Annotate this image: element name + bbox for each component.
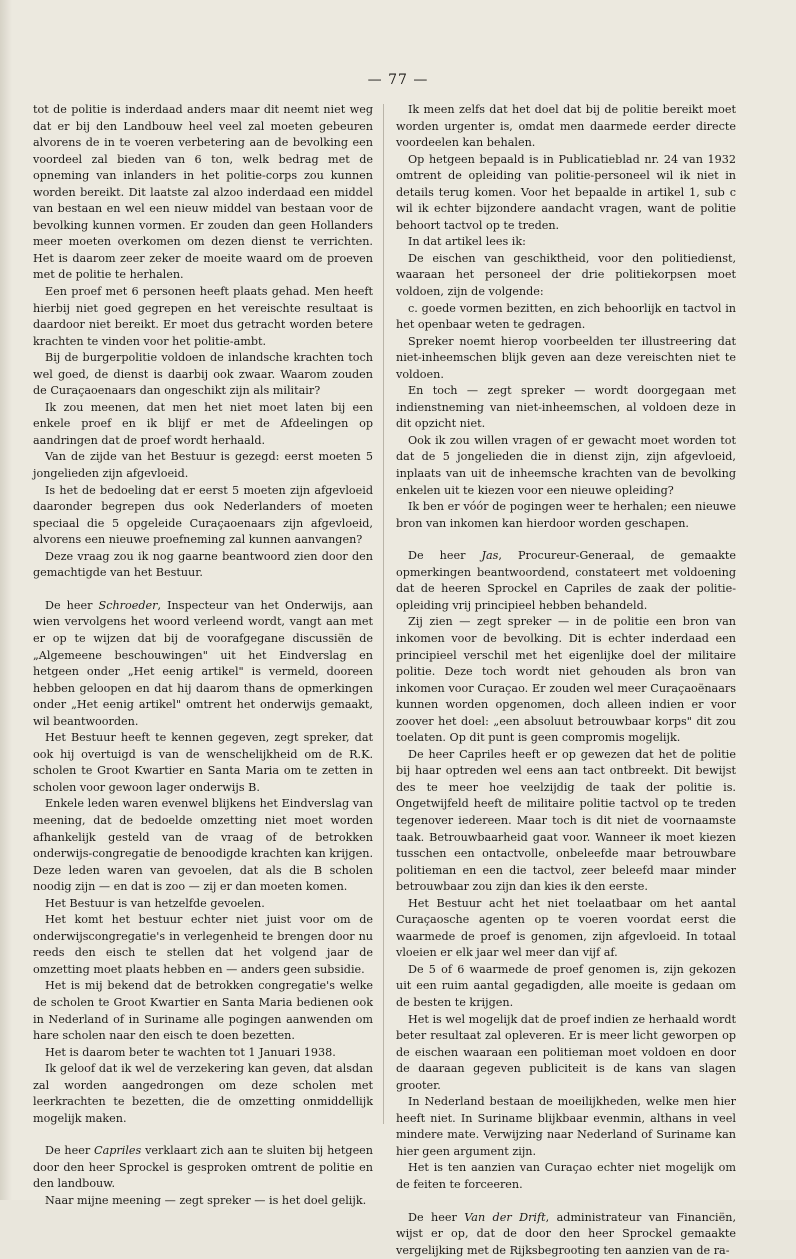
paragraph-text: Het is wel mogelijk dat de proef indien ze herhaald wordt beter resultaat zal opleveren. Er is meer licht geworpen op de eischen waaraan een politieman moet voldoen en door de daaraan gegeven publiciteit is de kans van slagen grooter. [396, 1012, 736, 1092]
speaker-prefix: De heer [45, 598, 99, 612]
paragraph [396, 1012, 736, 1095]
paragraph-text: En toch — zegt spreker — wordt doorgegaan met indienstneming van niet-inheemschen, al voldoen deze in dit opzicht niet. [396, 384, 736, 431]
paragraph-text: , Inspecteur van het Onderwijs, aan wien vervolgens het woord verleend wordt, vangt aan met er op te wijzen dat bij de voorafgegane discussiën de „Algemeene beschouwingen" uit het Eindverslag en hetgeen onder „Het eenig artikel" is vermeld, dooreen hebben geloopen en dat hij daarom thans de opmerkingen onder „Het eenig artikel" omtrent het onderwijs gemaakt, wil beantwoorden. [33, 598, 373, 728]
paragraph-text: De eischen van geschiktheid, voor den politiedienst, waaraan het personeel der drie politiekorpsen moet voldoen, zijn de volgende: [396, 251, 736, 299]
paragraph [396, 383, 736, 433]
paragraph-text: Enkele leden waren evenwel blijkens het Eindverslag van meening, dat de bedoelde omzetting niet moet worden afhankelijk gesteld van de vraag of de betrokken onderwijs-congregatie de benoodigde krachten kan krijgen. Deze leden waren van gevoelen, dat als die B scholen noodig zijn — en dat is zoo — zij er dan moeten komen. [33, 797, 373, 894]
column-divider [383, 104, 384, 1124]
paragraph-text: Het Bestuur is van hetzelfde gevoelen. [45, 896, 265, 910]
paragraph [396, 433, 736, 499]
paragraph-text: Deze vraag zou ik nog gaarne beantwoord zien door den gemachtigde van het Bestuur. [33, 549, 373, 580]
paragraph-text: Ook ik zou willen vragen of er gewacht moet worden tot dat de 5 jongelieden die in dienst zijn, zijn afgevloeid, inplaats van uit de inheemsche krachten van de bevolking enkelen uit te kiezen voor een nieuwe opleiding? [396, 433, 736, 497]
paragraph [33, 549, 373, 582]
paragraph-text: Ik geloof dat ik wel de verzekering kan geven, dat alsdan zal worden aangedrongen om deze scholen met leerkrachten te bezetten, die de omzetting onmiddellijk mogelijk maken. [33, 1062, 373, 1125]
paragraph-text: Is het de bedoeling dat er eerst 5 moeten zijn afgevloeid daaronder begrepen dus ook Nederlanders of moeten speciaal die 5 opgeleide Curaçaoenaars zijn afgevloeid, alvorens een nieuwe proefneming zal kunnen aanvangen? [33, 483, 373, 547]
speaker-name: Schroeder [98, 598, 158, 612]
paragraph [33, 912, 373, 978]
paragraph-text: Het is mij bekend dat de betrokken congregatie's welke de scholen te Groot Kwartier en Santa Maria bedienen ook in Nederland of in Suriname alle pogingen aanwenden om hare scholen naar den eisch te doen bezetten. [33, 979, 373, 1043]
paragraph [396, 896, 736, 962]
paragraph-text: Naar mijne meening — zegt spreker — is het doel gelijk. [45, 1194, 367, 1207]
paragraph [33, 284, 373, 350]
paragraph-text: c. goede vormen bezitten, en zich behoorlijk en tactvol in het openbaar weten te gedragen. [396, 301, 736, 332]
paragraph-text: Spreker noemt hierop voorbeelden ter illustreering dat niet-inheemschen blijk geven aan deze vereischten niet te voldoen. [396, 334, 736, 381]
paragraph [33, 598, 373, 730]
paragraph [396, 152, 736, 235]
paragraph-text: Ik zou meenen, dat men het niet moet laten bij een enkele proef en ik blijf er met de Afdeelingen op aandringen dat de proef wordt herhaald. [33, 400, 373, 447]
paragraph [33, 102, 373, 284]
paragraph [396, 747, 736, 896]
paragraph-text: Ik ben er vóór de pogingen weer te herhalen; een nieuwe bron van inkomen kan hierdoor worden geschapen. [396, 500, 736, 530]
paragraph-text: De heer Capriles heeft er op gewezen dat het de politie bij haar optreden wel eens aan tact ontbreekt. Dit bewijst des te meer hoe veelzijdig de taak der politie is. Ongetwijfeld heeft de militaire politie tactvol op te treden tegenover iedereen. Maar toch is dit niet de voornaamste taak. Betrouwbaarheid gaat voor. Wanneer ik moet kiezen tusschen een ontactvolle, onbeleefde maar betrouwbare politieman en een die tactvol, zeer beleefd maar minder betrouwbaar zou zijn dan kies ik den eerste. [396, 747, 736, 894]
paragraph-text: , administrateur van Financiën, wijst er op, dat de door den heer Sprockel gemaakte vergelijking met de Rijksbegrooting ten aanzien van de ra- [396, 1210, 737, 1257]
paragraph [396, 234, 736, 251]
paragraph [33, 978, 373, 1044]
paragraph [33, 1045, 373, 1062]
paragraph [396, 499, 736, 532]
paragraph-text: In dat artikel lees ik: [408, 235, 526, 249]
paragraph [396, 334, 736, 384]
paragraph [33, 1193, 373, 1210]
paragraph [396, 962, 736, 1012]
paragraph [33, 483, 373, 549]
paragraph-text: Het Bestuur acht het niet toelaatbaar om het aantal Curaçaosche agenten op te voeren voordat eerst die waarmede de proef is genomen, zijn afgevloeid. In totaal vloeien er elk jaar wel meer dan vijf af. [396, 896, 736, 960]
speaker-prefix: De heer [408, 1210, 465, 1224]
paragraph [33, 796, 373, 895]
paragraph [396, 1160, 736, 1193]
paragraph [33, 896, 373, 913]
paragraph [396, 1094, 736, 1160]
paragraph-text: De 5 of 6 waarmede de proef genomen is, zijn gekozen uit een ruim aantal gegadigden, alle moeite is gedaan om de besten te krijgen. [396, 962, 736, 1009]
page-number: — 77 — [367, 72, 429, 88]
paragraph [33, 449, 373, 482]
paragraph [33, 400, 373, 450]
paragraph-text: Op hetgeen bepaald is in Publicatieblad nr. 24 van 1932 omtrent de opleiding van politie-personeel wil ik niet in details terug komen. Voor het bepaalde in artikel 1, sub c wil ik echter bijzondere aandacht vragen, want de politie behoort tactvol op te treden. [396, 152, 736, 232]
paragraph-text: , Procureur-Generaal, de gemaakte opmerkingen beantwoordend, constateert met voldoening dat de heeren Sprockel en Capriles de zaak der politie-opleiding vrij principieel hebben behandeld. [396, 549, 736, 612]
paragraph-text: Zij zien — zegt spreker — in de politie een bron van inkomen voor de bevolking. Dit is echter inderdaad een principieel verschil met het eigenlijke doel der militaire politie. Deze toch wordt niet gehouden als bron van inkomen voor Curaçao. Er zouden wel meer Curaçaoënaars kunnen worden opgenomen, doch alleen indien er voor zoover het doel: „een absoluut betrouwbaar korps" dit zou toelaten. Op dit punt is geen compromis mogelijk. [396, 615, 736, 745]
paragraph [33, 1143, 373, 1193]
speaker-prefix: De heer [408, 549, 482, 563]
paragraph-text: Het is daarom beter te wachten tot 1 Januari 1938. [45, 1045, 336, 1059]
paragraph-text: Het komt het bestuur echter niet juist voor om de onderwijscongregatie's in verlegenheid te brengen door nu reeds den eisch te stellen dat het volgend jaar de omzetting moet plaats hebben en — anders geen subsidie. [33, 913, 373, 976]
paragraph [33, 350, 373, 400]
paragraph [33, 1061, 373, 1127]
right-column [396, 102, 736, 1259]
paragraph-text: Bij de burgerpolitie voldoen de inlandsche krachten toch wel goed, de dienst is daarbij ook zwaar. Waarom zouden de Curaçaoenaars dan ongeschikt zijn als militair? [33, 351, 373, 398]
paragraph [396, 251, 736, 301]
paragraph [396, 614, 736, 746]
speaker-prefix: De heer [45, 1144, 95, 1158]
paragraph [396, 1210, 736, 1259]
left-column [33, 102, 373, 1210]
paragraph-text: Het is ten aanzien van Curaçao echter niet mogelijk om de feiten te forceeren. [396, 1161, 736, 1191]
page-edge-shadow [0, 0, 12, 1200]
paragraph-text: Een proef met 6 personen heeft plaats gehad. Men heeft hierbij niet goed gegrepen en het vereischte resultaat is daardoor niet bereikt. Er moet dus getracht worden betere krachten te vinden voor het politie-ambt. [33, 285, 373, 348]
paragraph-text: Ik meen zelfs dat het doel dat bij de politie bereikt moet worden urgenter is, omdat men daarmede eerder directe voordeelen kan behalen. [396, 103, 736, 150]
paragraph-text: Het Bestuur heeft te kennen gegeven, zegt spreker, dat ook hij overtuigd is van de wenschelijkheid om de R.K. scholen te Groot Kwartier en Santa Maria om te zetten in scholen voor gewoon lager onderwijs B. [33, 731, 373, 794]
paragraph-text: In Nederland bestaan de moeilijkheden, welke men hier heeft niet. In Suriname blijkbaar evenmin, althans in veel mindere mate. Verwijzing naar Nederland of Suriname kan hier geen argument zijn. [396, 1095, 736, 1158]
paragraph [33, 730, 373, 796]
paragraph-text: tot de politie is inderdaad anders maar dit neemt niet weg dat er bij den Landbouw heel veel zal moeten gebeuren alvorens de in te voeren verbetering aan de bevolking een voordeel zal bieden van 6 ton, welk bedrag met de opneming van inlanders in het politie-corps zou kunnen worden bereikt. Dit laatste zal alzoo inderdaad een middel van bestaan en wel een nieuw middel van bestaan voor de bevolking kunnen vormen. Er zouden dan geen Hollanders meer moeten overkomen om dezen dienst te verrichten. Het is daarom zeer zeker de moeite waard om de proeven met de politie te herhalen. [33, 103, 373, 282]
speaker-name: Capriles [94, 1144, 142, 1158]
speaker-name: Jas [481, 549, 499, 563]
paragraph [396, 102, 736, 152]
paragraph-text: Van de zijde van het Bestuur is gezegd: eerst moeten 5 jongelieden zijn afgevloeid. [33, 450, 373, 481]
paragraph-text: verklaart zich aan te sluiten bij hetgeen door den heer Sprockel is gesproken omtrent de politie en den landbouw. [33, 1144, 374, 1191]
paragraph [396, 301, 736, 334]
paragraph [396, 548, 736, 614]
speaker-name: Van der Drift [464, 1210, 546, 1224]
